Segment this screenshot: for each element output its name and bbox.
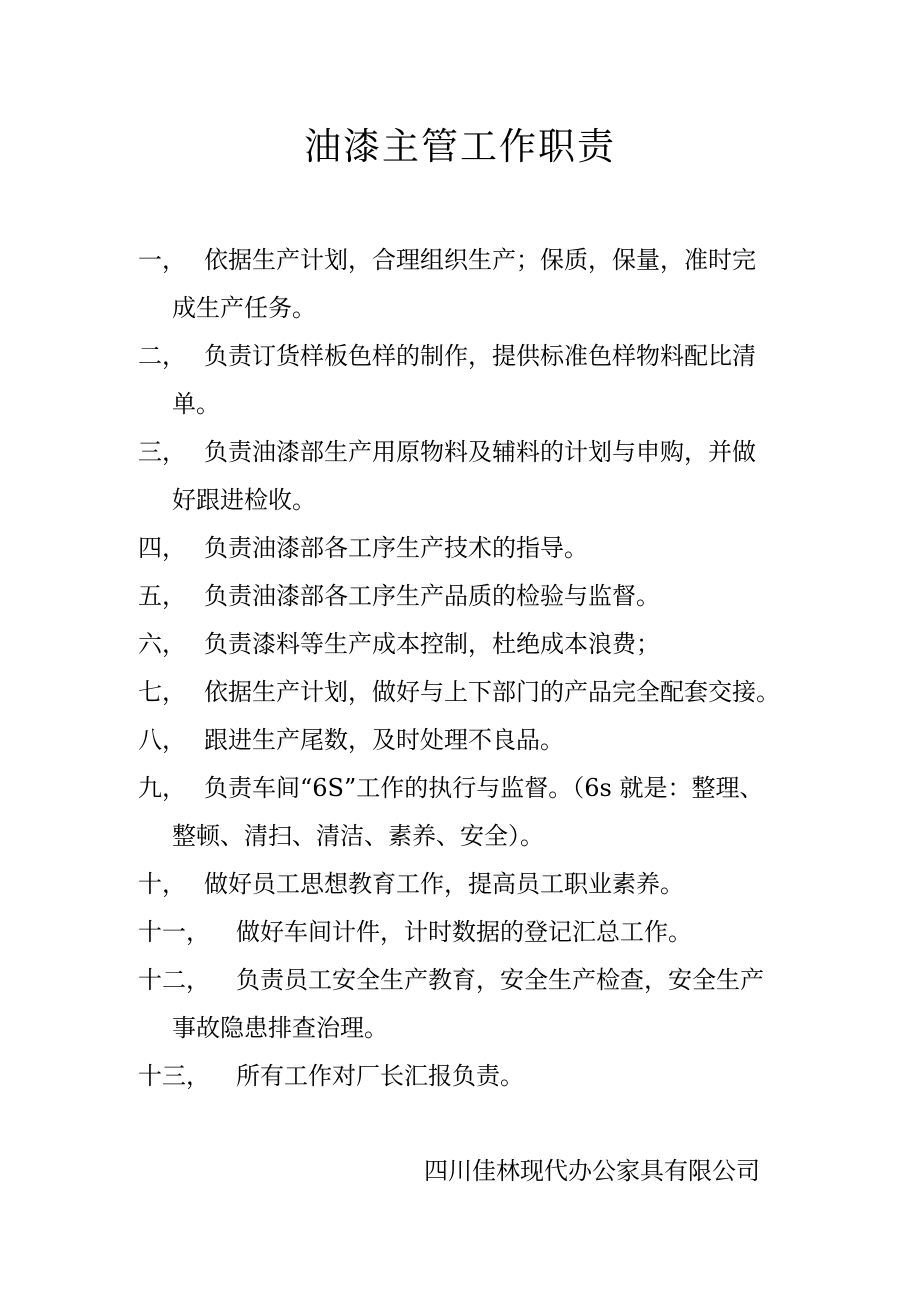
- duty-item-text: 负责油漆部生产用原物料及辅料的计划与申购，并做: [204, 438, 756, 466]
- duty-item-9: [138, 764, 788, 860]
- duty-item-continuation: 好跟进检收。: [172, 486, 316, 514]
- duty-item-5: [138, 572, 788, 620]
- duty-item-1: [138, 236, 788, 332]
- duty-item-text: 负责漆料等生产成本控制，杜绝成本浪费；: [204, 630, 660, 658]
- duty-list: [138, 236, 788, 1100]
- duty-item-text: 负责车间“6S”工作的执行与监督。（6s 就是：整理、: [204, 774, 764, 802]
- duty-item-continuation: 整顿、清扫、清洁、素养、安全）。: [172, 822, 544, 850]
- duty-item-4: [138, 524, 788, 572]
- duty-item-number: 二，: [138, 342, 186, 370]
- duty-item-text: 做好员工思想教育工作，提高员工职业素养。: [204, 870, 684, 898]
- duty-item-number: 六，: [138, 630, 186, 658]
- duty-item-text: 所有工作对厂长汇报负责。: [236, 1062, 524, 1090]
- duty-item-13: [138, 1052, 788, 1100]
- duty-item-number: 十三，: [138, 1062, 210, 1090]
- duty-item-number: 三，: [138, 438, 186, 466]
- duty-item-text: 依据生产计划，做好与上下部门的产品完全配套交接。: [204, 678, 780, 706]
- duty-item-number: 十，: [138, 870, 186, 898]
- duty-item-6: [138, 620, 788, 668]
- duty-item-7: [138, 668, 788, 716]
- company-signature: 四川佳林现代办公家具有限公司: [424, 1157, 760, 1185]
- duty-item-8: [138, 716, 788, 764]
- duty-item-12: [138, 956, 788, 1052]
- duty-item-number: 四，: [138, 534, 186, 562]
- duty-item-number: 一，: [138, 246, 186, 274]
- duty-item-text: 负责员工安全生产教育，安全生产检查，安全生产: [236, 966, 764, 994]
- duty-item-number: 十二，: [138, 966, 210, 994]
- duty-item-continuation: 事故隐患排查治理。: [172, 1014, 388, 1042]
- duty-item-text: 负责油漆部各工序生产技术的指导。: [204, 534, 588, 562]
- duty-item-2: [138, 332, 788, 428]
- duty-item-text: 负责订货样板色样的制作，提供标准色样物料配比清: [204, 342, 756, 370]
- duty-item-continuation: 单。: [172, 390, 220, 418]
- duty-item-number: 九，: [138, 774, 186, 802]
- duty-item-3: [138, 428, 788, 524]
- duty-item-number: 八，: [138, 726, 186, 754]
- duty-item-10: [138, 860, 788, 908]
- duty-item-number: 七，: [138, 678, 186, 706]
- duty-item-continuation: 成生产任务。: [172, 294, 316, 322]
- duty-item-number: 五，: [138, 582, 186, 610]
- document-title: 油漆主管工作职责: [304, 125, 616, 168]
- duty-item-text: 负责油漆部各工序生产品质的检验与监督。: [204, 582, 660, 610]
- duty-item-text: 做好车间计件，计时数据的登记汇总工作。: [236, 918, 692, 946]
- duty-item-number: 十一，: [138, 918, 210, 946]
- duty-item-text: 跟进生产尾数，及时处理不良品。: [204, 726, 564, 754]
- duty-item-text: 依据生产计划，合理组织生产；保质，保量，准时完: [204, 246, 756, 274]
- duty-item-11: [138, 908, 788, 956]
